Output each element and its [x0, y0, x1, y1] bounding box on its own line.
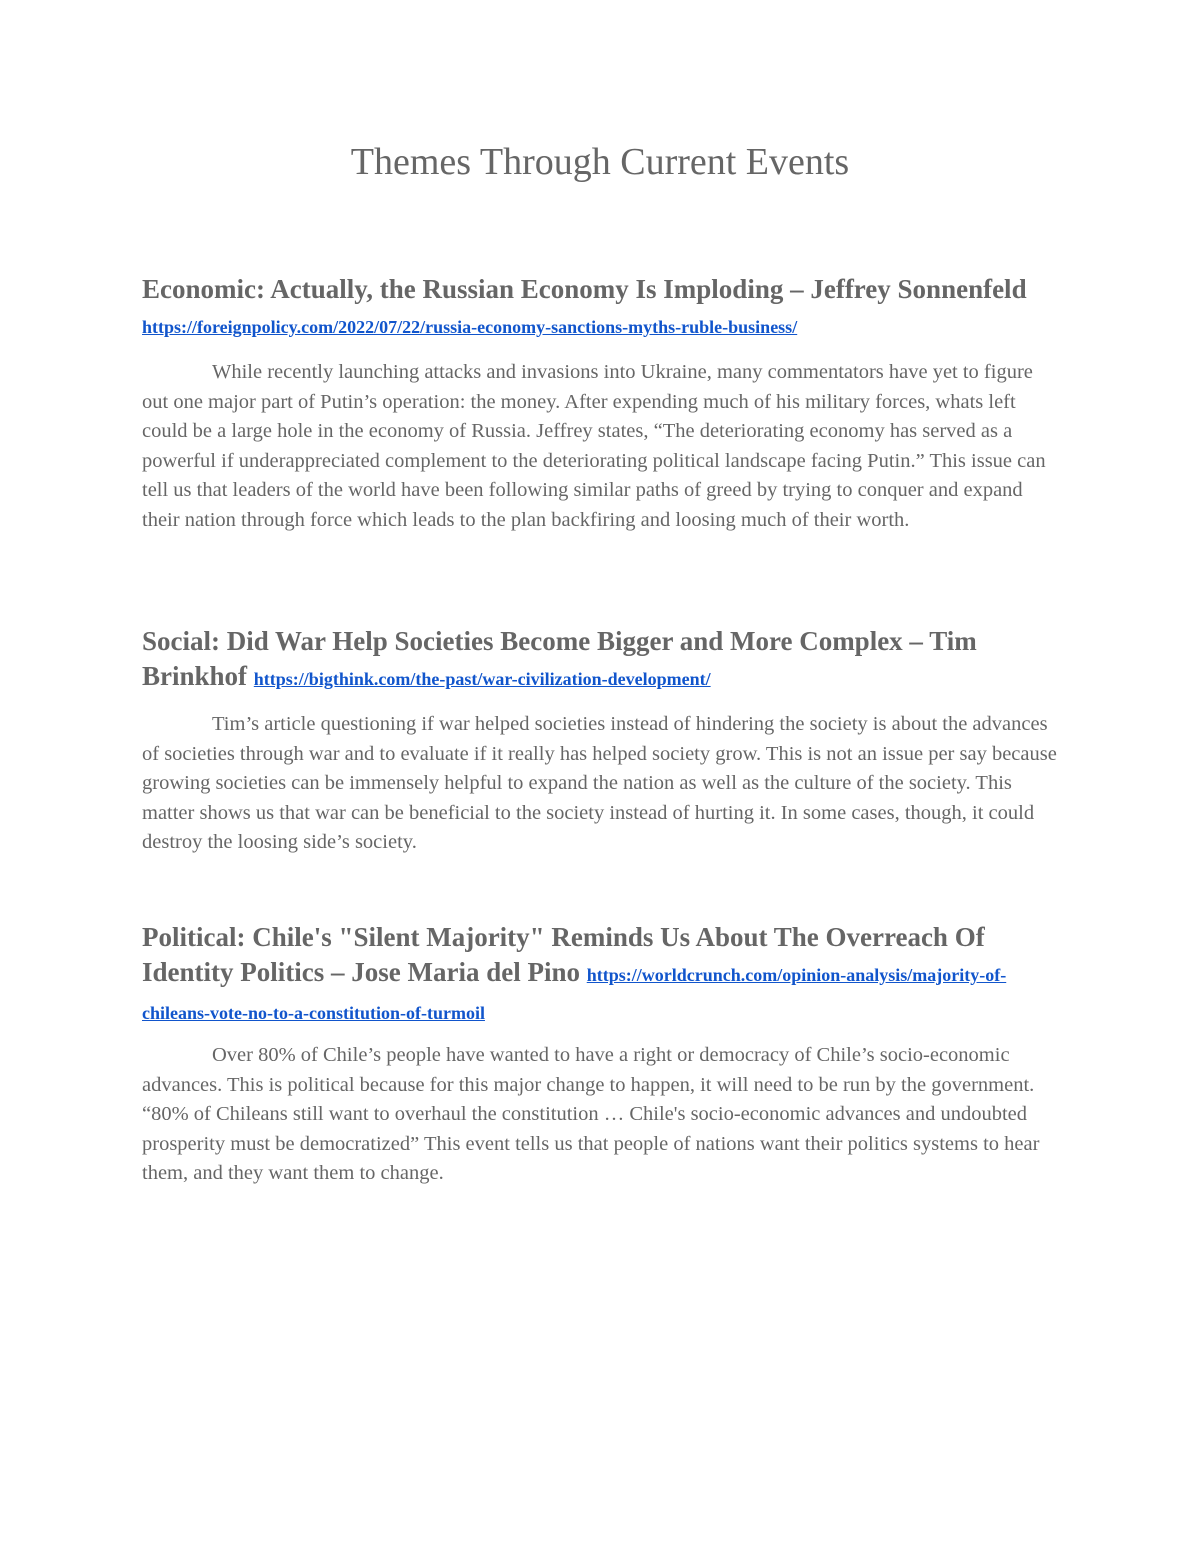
heading-text: Political: Chile's "Silent Majority" Reminds Us About The Overreach Of Identity Politics – Jose Maria del Pino [142, 922, 985, 987]
section-heading [142, 624, 1058, 697]
section-economic [142, 272, 1058, 535]
document-title: Themes Through Current Events [350, 141, 850, 183]
section-heading [142, 920, 1058, 1031]
section-body: Over 80% of Chile’s people have wanted to have a right or democracy of Chile’s socio-economic advances. This is political because for this major change to happen, it will need to be run by the government. “80% of Chileans still want to overhaul the constitution … Chile's socio-economic advances and undoubted prosperity must be democratized” This event tells us that people of nations want their politics systems to hear them, and they want them to change. [142, 1044, 1040, 1184]
heading-text: Economic: Actually, the Russian Economy Is Imploding – Jeffrey Sonnenfeld [142, 274, 1027, 304]
source-link[interactable]: https://bigthink.com/the-past/war-civilization-development/ [253, 669, 711, 689]
section-body: While recently launching attacks and invasions into Ukraine, many commentators have yet to figure out one major part of Putin’s operation: the money. After expending much of his military forces, whats left could be a large hole in the economy of Russia. Jeffrey states, “The deteriorating economy has served as a powerful if underappreciated complement to the deteriorating political landscape facing Putin.” This issue can tell us that leaders of the world have been following similar paths of greed by trying to conquer and expand their nation through force which leads to the plan backfiring and loosing much of their worth. [142, 361, 1046, 531]
section-social [142, 624, 1058, 858]
heading-text: Social: Did War Help Societies Become Bigger and More Complex – Tim Brinkhof [142, 626, 977, 691]
section-heading [142, 272, 1058, 345]
section-body: Tim’s article questioning if war helped societies instead of hindering the society is about the advances of societies through war and to evaluate if it really has helped society grow. This is not an issue per say because growing societies can be immensely helpful to expand the nation as well as the culture of the society. This matter shows us that war can be beneficial to the society instead of hurting it. In some cases, though, it could destroy the loosing side’s society. [142, 713, 1057, 853]
source-link[interactable]: https://foreignpolicy.com/2022/07/22/russia-economy-sanctions-myths-ruble-business/ [142, 317, 798, 337]
section-political [142, 920, 1058, 1189]
source-link[interactable]: https://worldcrunch.com/opinion-analysis/majority-of-chileans-vote-no-to-a-constitution-of-turmoil [142, 965, 1007, 1023]
